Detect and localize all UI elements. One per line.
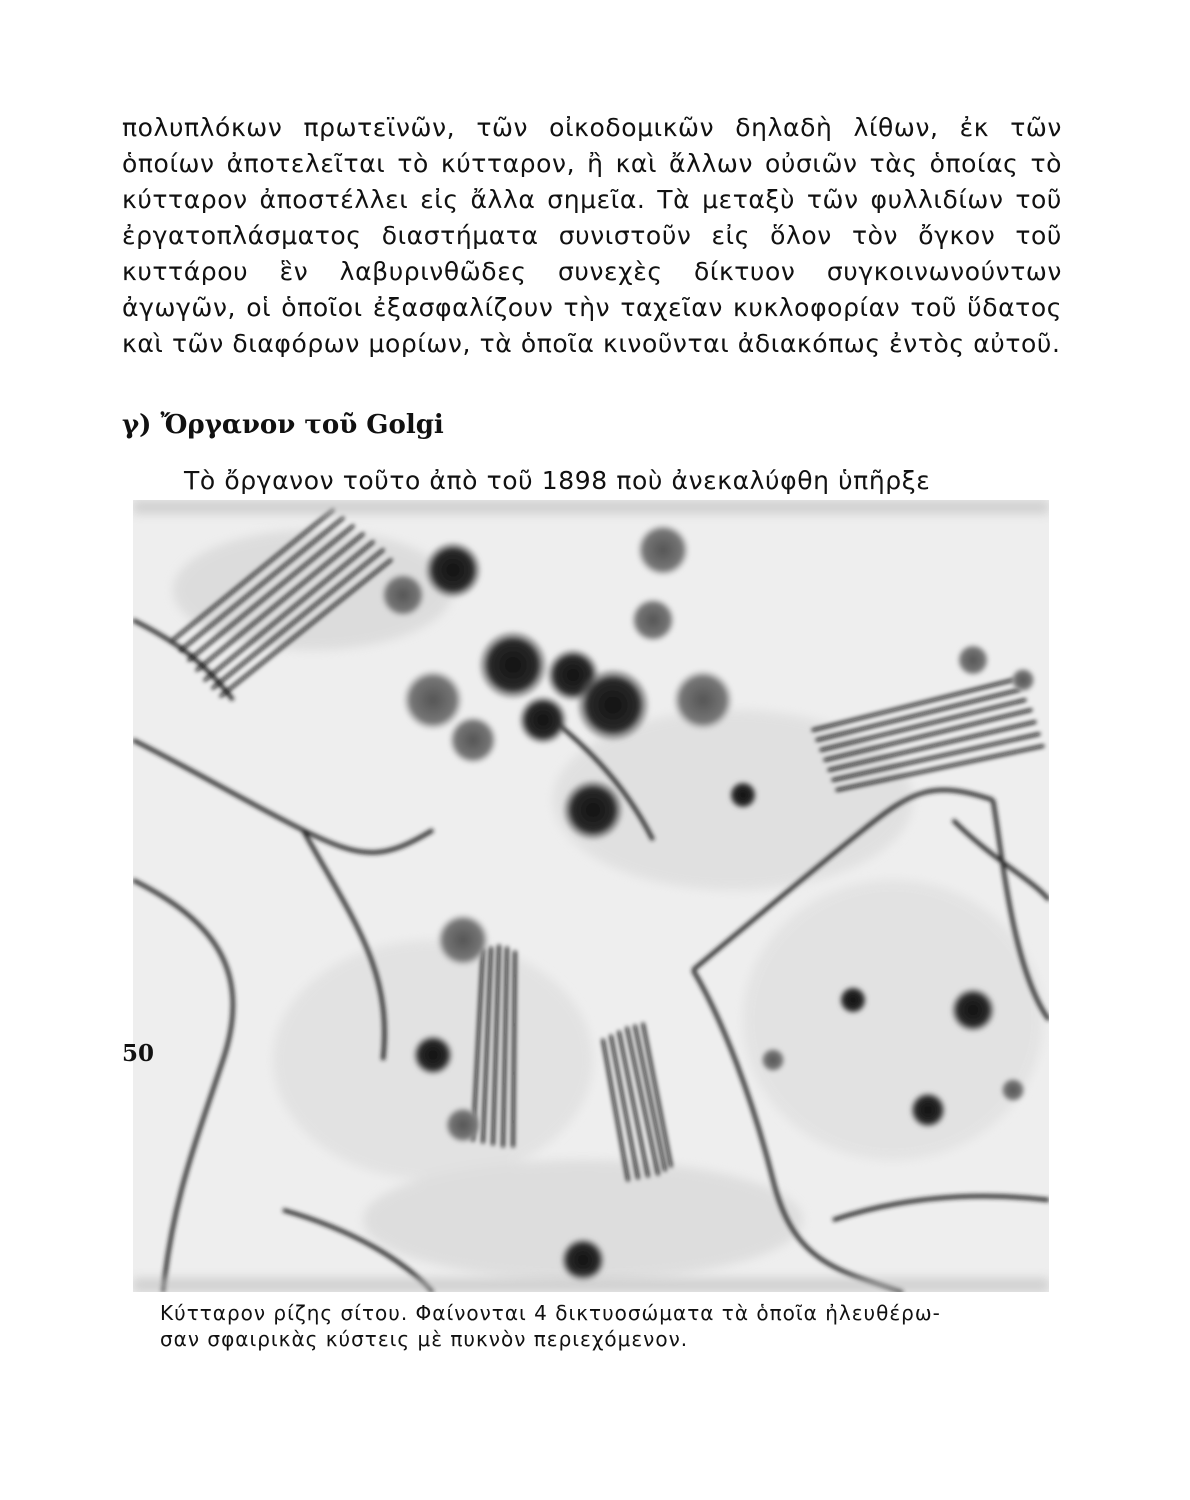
caption-line-1: Κύτταρον ρίζης σίτου. Φαίνονται 4 δικτυοσώματα τὰ ὁποῖα ἠλευθέρω-	[160, 1301, 941, 1325]
page-number: 50	[122, 1040, 155, 1067]
caption-line-2: σαν σφαιρικὰς κύστεις μὲ πυκνὸν περιεχόμενον.	[160, 1327, 689, 1351]
figure-caption	[160, 1300, 1052, 1352]
section-text: Τὸ ὄργανον τοῦτο ἀπὸ τοῦ 1898 ποὺ ἀνεκαλύφθη ὑπῆρξε	[184, 466, 931, 495]
body-paragraph: πολυπλόκων πρωτεϊνῶν, τῶν οἰκοδομικῶν δηλαδὴ λίθων, ἐκ τῶν ὁποίων ἀποτελεῖται τὸ κύτταρον, ἢ καὶ ἄλλων οὐσιῶν τὰς ὁποίας τὸ κύτταρον ἀποστέλλει εἰς ἄλλα σημεῖα. Τὰ μεταξὺ τῶν φυλλιδίων τοῦ ἐργατοπλάσματος διαστήματα συνιστοῦν εἰς ὅλον τὸν ὄγκον τοῦ κυττάρου ἓν λαβυρινθῶδες συνεχὲς δίκτυον συγκοινωνούντων ἀγωγῶν, οἱ ὁποῖοι ἐξασφαλίζουν τὴν ταχεῖαν κυκλοφορίαν τοῦ ὕδατος καὶ τῶν διαφόρων μορίων, τὰ ὁποῖα κινοῦνται ἀδιακόπως ἐντὸς αὐτοῦ.	[122, 113, 1062, 358]
section-heading: γ) Ὄργανον τοῦ Golgi	[122, 410, 444, 440]
micrograph-figure	[133, 500, 1049, 1292]
